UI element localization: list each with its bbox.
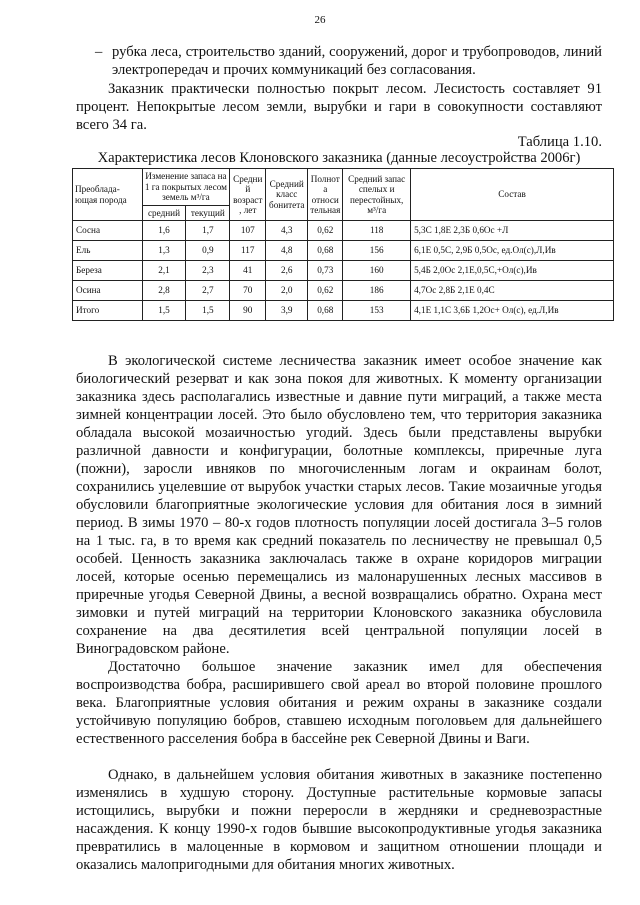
cell-age: 90 xyxy=(230,301,266,321)
cell-density: 0,73 xyxy=(308,261,343,281)
cell-species: Ель xyxy=(73,241,143,261)
table-row xyxy=(73,241,614,261)
header-species: Преоблада-ющая порода xyxy=(73,169,143,221)
cell-stock: 186 xyxy=(343,281,411,301)
cell-cur: 2,3 xyxy=(186,261,230,281)
forest-table xyxy=(72,168,614,321)
header-stock: Средний запас спелых и перестойных, м³/га xyxy=(343,169,411,221)
bullet-text: рубка леса, строительство зданий, сооружений, дорог и трубопроводов, линий электропередач и прочих коммуникаций без согласования. xyxy=(112,44,602,78)
cell-avg: 1,6 xyxy=(142,221,186,241)
cell-age: 107 xyxy=(230,221,266,241)
cell-bonitet: 2,6 xyxy=(266,261,308,281)
cell-bonitet: 4,8 xyxy=(266,241,308,261)
header-change-avg: средний xyxy=(142,205,186,221)
table-row xyxy=(73,221,614,241)
cell-cur: 1,5 xyxy=(186,301,230,321)
bullet-dash: – xyxy=(95,44,103,60)
cell-avg: 2,8 xyxy=(142,281,186,301)
cell-density: 0,68 xyxy=(308,301,343,321)
cell-species: Осина xyxy=(73,281,143,301)
table-label: Таблица 1.10. xyxy=(517,134,602,150)
cell-density: 0,68 xyxy=(308,241,343,261)
table-row xyxy=(73,261,614,281)
cell-species: Итого xyxy=(73,301,143,321)
cell-age: 117 xyxy=(230,241,266,261)
cell-cur: 1,7 xyxy=(186,221,230,241)
cell-bonitet: 4,3 xyxy=(266,221,308,241)
cell-bonitet: 3,9 xyxy=(266,301,308,321)
paragraph-decline: Однако, в дальнейшем условия обитания животных в заказнике постепенно изменялись в худшую сторону. Доступные растительные кормовые запасы истощились, вырубки и пожни переросли в жердняки и средневозрастные насаждения. К концу 1990-х годов бывшие высокопродуктивные угодья заказника превратились в малоценные в кормовом и защитном отношении площади и оказались малопригодными для обитания многих животных. xyxy=(76,767,602,873)
cell-density: 0,62 xyxy=(308,281,343,301)
paragraph-intro: Заказник практически полностью покрыт лесом. Лесистость составляет 91 процент. Непокрытые лесом земли, вырубки и гари в совокупности составляют всего 34 га. xyxy=(76,81,602,133)
cell-stock: 118 xyxy=(343,221,411,241)
cell-cur: 2,7 xyxy=(186,281,230,301)
header-change: Изменение запаса на 1 га покрытых лесом земель м³/га xyxy=(142,169,230,206)
header-bonitet: Средний класс бонитета xyxy=(266,169,308,221)
cell-species: Сосна xyxy=(73,221,143,241)
cell-avg: 1,5 xyxy=(142,301,186,321)
cell-stock: 156 xyxy=(343,241,411,261)
cell-stock: 160 xyxy=(343,261,411,281)
paragraph-beaver: Достаточно большое значение заказник имел для обеспечения воспроизводства бобра, расширившего свой ареал во второй половине прошлого века. Благоприятные условия обитания и режим охраны в заказнике создали устойчивую популяцию бобров, ставшею исходным поголовьем для дальнейшего естественного расселения бобра в бассейне рек Северной Двины и Ваги. xyxy=(76,659,602,747)
header-composition: Состав xyxy=(411,169,614,221)
bullet-item xyxy=(95,43,602,79)
cell-composition: 5,3С 1,8Е 2,3Б 0,6Ос +Л xyxy=(411,221,614,241)
cell-avg: 2,1 xyxy=(142,261,186,281)
table-header-row xyxy=(73,169,614,206)
header-age: Средни й возраст , лет xyxy=(230,169,266,221)
header-change-cur: текущий xyxy=(186,205,230,221)
cell-composition: 6,1Е 0,5С, 2,9Б 0,5Ос, ед.Ол(с),Л,Ив xyxy=(411,241,614,261)
table-row xyxy=(73,281,614,301)
cell-bonitet: 2,0 xyxy=(266,281,308,301)
cell-age: 70 xyxy=(230,281,266,301)
cell-composition: 4,7Ос 2,8Б 2,1Е 0,4С xyxy=(411,281,614,301)
table-row xyxy=(73,301,614,321)
cell-composition: 4,1Е 1,1С 3,6Б 1,2Ос+ Ол(с), ед.Л,Ив xyxy=(411,301,614,321)
cell-avg: 1,3 xyxy=(142,241,186,261)
cell-composition: 5,4Б 2,0Ос 2,1Е,0,5С,+Ол(с),Ив xyxy=(411,261,614,281)
paragraph-migration: В экологической системе лесничества заказник имеет особое значение как биологический резерват и как зона покоя для животных. К моменту организации заказника здесь располагались известные и давние пути миграций, а также места зимней концентрации лосей. Это было обусловлено тем, что территория заказника обладала высокой мозаичностью угодий. Здесь были представлены вырубки различной давности и конфигурации, болотные комплексы, приречные луга (пожни), заросли ивняков по многочисленным логам и окраинам болот, сохранились уцелевшие от вырубок участки старых лесов. Такие мозаичные угодья обусловили благоприятные экологические условия для обитания лося в зимний период. В зимы 1970 – 80-х годов плотность популяции лосей достигала 3–5 голов на 1 тыс. га, в то время как средний показатель по лесничеству не превышал 0,5 особей. Ценность заказника заключалась также в охране коридоров миграции лосей, которые осенью перемещались из малонарушенных лесных массивов в приречные угодья Северной Двины, а весной возвращались обратно. Охрана мест зимовки и путей миграций на территории Клоновского заказника обусловила сохранение на два десятилетия всей центральной популяции лосей в Виноградовском районе. xyxy=(76,353,602,657)
header-density: Полнот а относи тельная xyxy=(308,169,343,221)
cell-age: 41 xyxy=(230,261,266,281)
cell-stock: 153 xyxy=(343,301,411,321)
page-number: 26 xyxy=(314,14,326,26)
cell-species: Береза xyxy=(73,261,143,281)
cell-cur: 0,9 xyxy=(186,241,230,261)
cell-density: 0,62 xyxy=(308,221,343,241)
table-title: Характеристика лесов Клоновского заказника (данные лесоустройства 2006г) xyxy=(97,150,581,166)
